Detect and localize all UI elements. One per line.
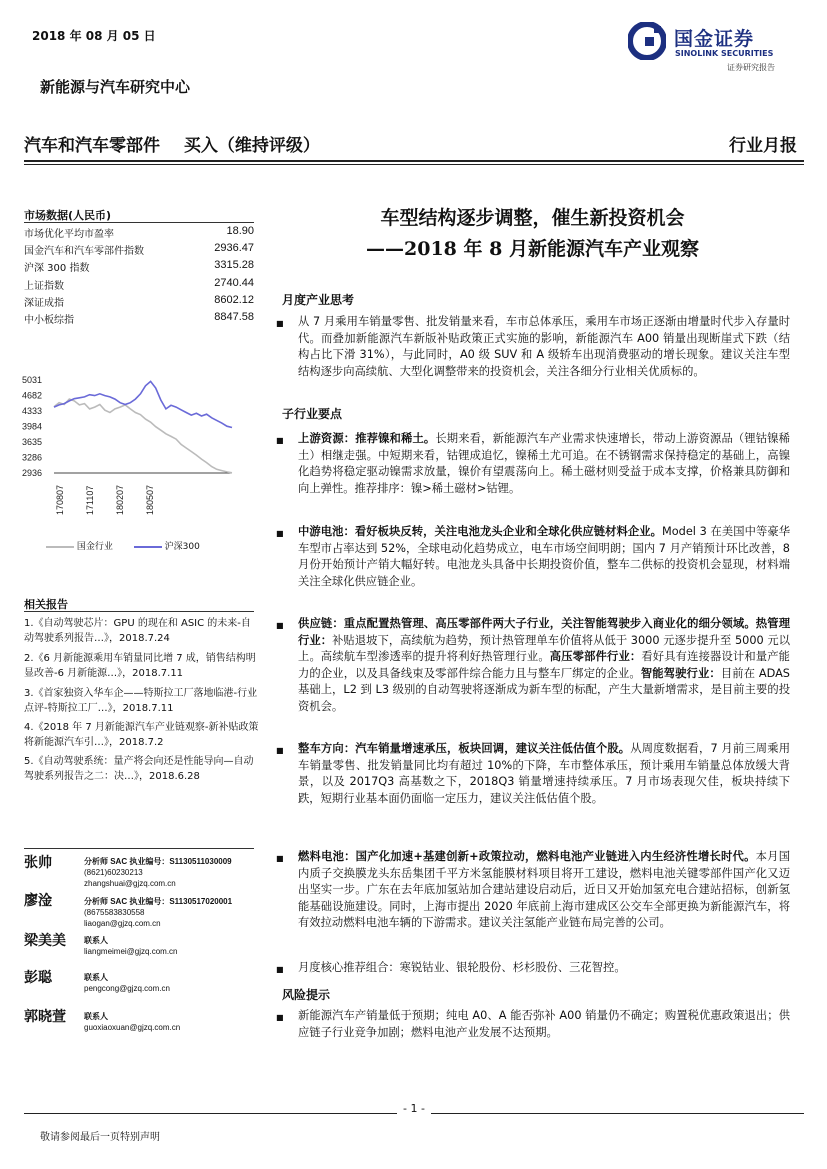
page-number: - 1 - [397, 1102, 431, 1115]
bullet-icon: ■ [276, 529, 284, 538]
sinolink-logo-icon [628, 22, 666, 60]
header-divider-thin [24, 164, 804, 165]
related-report-item[interactable]: 3.《首家独资入华车企——特斯拉工厂落地临港-行业点评-特斯拉工厂…》，2018.7.11 [24, 688, 258, 714]
market-row: 沪深 300 指数 3315.28 [24, 259, 254, 274]
market-row: 国金汽车和汽车零部件指数 2936.47 [24, 242, 254, 257]
market-row: 深证成指 8602.12 [24, 294, 254, 309]
section-heading: 风险提示 [282, 988, 331, 1002]
analyst-info: 分析师 SAC 执业编号：S1130511030009 (8621)60230213 zhangshuai@gjzq.com.cn [84, 857, 232, 888]
analyst-name: 张帅 [24, 855, 52, 871]
analyst-name: 廖淦 [24, 893, 52, 909]
report-date: 2018 年 08 月 05 日 [32, 29, 156, 43]
bullet-icon: ■ [276, 621, 284, 630]
paragraph: 新能源汽车产销量低于预期；纯电 A0、A 能否弥补 A00 销量仍不确定；购置税优惠政策退出；供应链子行业竞争加剧；燃料电池产业发展不达预期。 [298, 1009, 790, 1039]
market-row: 中小板综指 8847.58 [24, 311, 254, 326]
analyst-email[interactable]: zhangshuai@gjzq.com.cn [84, 879, 176, 888]
series-line-industry [54, 399, 232, 473]
logo-text-en: SINOLINK SECURITIES [675, 49, 774, 58]
paragraph: 供应链：重点配置热管理、高压零部件两大子行业，关注智能驾驶步入商业化的细分领域。热管理行业：补贴退坡下，高续航为趋势，预计热管理单车价值将从低于 3000 元逐步提升至 5000 元以上。高续航车型渗透率的提升将利好热管理行业。高压零部件行业：看好具有连接器设计和量产能力的企业，以及具备线束及零部件综合能力且与整车厂绑定的企业。智能驾驶行业：目前在 ADAS 基础上，L2 到 L3 级别的自动驾驶将逐渐成为新车型的标配，产生大量新增需求，是目前主要的投资机会。 [298, 617, 790, 713]
report-type: 行业月报 [729, 136, 797, 156]
y-tick-label: 5031 [22, 375, 43, 385]
x-tick-label: 180507 [145, 484, 155, 515]
related-report-item[interactable]: 4.《2018 年 7 月新能源汽车产业链观察-新补贴政策将新能源汽车引…》，2018.7.2 [24, 722, 259, 748]
bullet-icon: ■ [276, 746, 284, 755]
market-row: 市场优化平均市盈率 18.90 [24, 225, 254, 240]
report-title: 车型结构逐步调整，催生新投资机会 [380, 207, 685, 229]
y-tick-label: 3635 [22, 436, 43, 447]
logo-text-cn: 国金证券 [674, 28, 755, 50]
bullet-icon: ■ [276, 854, 284, 863]
x-tick-label: 171107 [85, 485, 95, 515]
logo-subtitle: 证券研究报告 [727, 63, 775, 72]
paragraph: 月度核心推荐组合：寒锐钴业、银轮股份、杉杉股份、三花智控。 [298, 961, 626, 974]
bullet-icon: ■ [276, 436, 284, 445]
related-report-item[interactable]: 1.《自动驾驶芯片：GPU 的现在和 ASIC 的未来-自动驾驶系列报告…》，2018.7.24 [24, 618, 251, 644]
industry-name: 汽车和汽车零部件 [24, 136, 160, 156]
x-tick-label: 180207 [115, 484, 125, 515]
analyst-email[interactable]: liangmeimei@gjzq.com.cn [84, 947, 178, 956]
disclaimer-note: 敬请参阅最后一页特别声明 [40, 1132, 160, 1143]
analyst-info: 联系人 liangmeimei@gjzq.com.cn [84, 936, 178, 956]
y-tick-label: 3984 [22, 421, 43, 432]
analyst-info: 联系人 pengcong@gjzq.com.cn [84, 973, 170, 993]
legend-swatch-industry [46, 546, 74, 548]
market-row: 上证指数 2740.44 [24, 277, 254, 292]
industry-rating-row [24, 131, 338, 156]
header-divider [24, 160, 804, 162]
research-center: 新能源与汽车研究中心 [40, 78, 191, 96]
paragraph: 上游资源：推荐镍和稀土。长期来看，新能源汽车产业需求快速增长，带动上游资源品（锂钴镍稀土）相继走强。中短期来看，钴锂成追忆，镍稀土尤可追。在不锈钢需求保持稳定的基础上，高镍化趋势将稳定驱动镍需求放量，镍价有望震荡向上。稀土磁材则受益于成本支撑，价格兼具防御和向上弹性。推荐排序：镍>稀土磁材>钴锂。 [298, 432, 790, 495]
bullet-icon: ■ [276, 965, 284, 974]
related-report-item[interactable]: 5.《自动驾驶系统：量产将会向还是性能导向—自动驾驶系列报告之二：决…》，2018.6.28 [24, 756, 254, 782]
analyst-name: 梁美美 [24, 933, 66, 949]
related-reports-title: 相关报告 [24, 598, 68, 611]
analyst-name: 彭聪 [24, 970, 52, 986]
paragraph: 燃料电池：国产化加速+基建创新+政策拉动，燃料电池产业链进入内生经济性增长时代。本月国内质子交换膜龙头东岳集团千平方米氢能膜材料项目将开工建设，燃料电池关键零部件国产化又迈出坚实一步。广东在去年底加氢站加合建站建设启动后，近日又开始加氢充电合建站招标，创新氢能基础设施建设。同时，上海市提出 2020 年底前上海市建成区公交车全部更换为新能源汽车，将有效拉动燃料电池车辆的下游需求。建议关注氢能产业链布局完善的公司。 [298, 850, 790, 929]
bullet-icon: ■ [276, 1013, 284, 1022]
analyst-info: 分析师 SAC 执业编号：S1130517020001 (8675583830558 liaogan@gjzq.com.cn [84, 897, 233, 928]
analyst-email[interactable]: pengcong@gjzq.com.cn [84, 984, 170, 993]
y-tick-label: 4333 [22, 405, 43, 416]
y-tick-label: 2936 [22, 468, 43, 478]
paragraph: 从 7 月乘用车销量零售、批发销量来看，车市总体承压，乘用车市场正逐渐由增量时代步入存量时代。而叠加新能源汽车新版补贴政策正式实施的影响，新能源汽车 A00 销量出现断崖式下跌（结构占比下滑 31%），与此同时，A0 级 SUV 和 A 级轿车出现消费驱动的增长现象。建议关注车型结构逐步向高续航、大型化调整带来的投资机会，关注各细分行业相关优质标的。 [298, 315, 790, 378]
market-data-title: 市场数据(人民币) [24, 209, 112, 222]
y-tick-label: 4682 [22, 390, 43, 401]
chart-legend [46, 539, 200, 552]
report-subtitle: ——2018 年 8 月新能源汽车产业观察 [366, 238, 699, 260]
analyst-divider [24, 848, 254, 849]
analyst-email[interactable]: guoxiaoxuan@gjzq.com.cn [84, 1023, 181, 1032]
market-data-divider [24, 222, 254, 223]
related-report-item[interactable]: 2.《6 月新能源乘用车销量同比增 7 成，销售结构明显改善-6 月新能源…》，2018.7.11 [24, 653, 256, 679]
y-tick-label: 3286 [22, 452, 43, 463]
legend-label-hs300: 沪深300 [164, 542, 200, 552]
related-divider [24, 611, 254, 612]
analyst-info: 联系人 guoxiaoxuan@gjzq.com.cn [84, 1012, 181, 1032]
paragraph: 中游电池：看好板块反转，关注电池龙头企业和全球化供应链材料企业。Model 3 在美国中等豪华车型市占率达到 52%，全球电动化趋势成立，电车市场空间明朗；国内 7 月产销预计环比改善，8 月份开始预计产销大幅好转。电池龙头具备中长期投资价值，整车二供标的投资机会显现，材料端关注全球化供应链企业。 [298, 525, 790, 588]
legend-swatch-hs300 [134, 546, 162, 548]
section-heading: 子行业要点 [282, 407, 343, 421]
bullet-icon: ■ [276, 319, 284, 328]
paragraph: 整车方向：汽车销量增速承压，板块回调，建议关注低估值个股。从周度数据看，7 月前三周乘用车销量零售、批发销量同比均有超过 10%的下降，车市整体承压，预计乘用车销量总体放缓大背景，以及 2017Q3 高基数之下，2018Q3 销量增速持续承压。7 月市场表现欠佳，板块持续下跌，短期行业基本面仍面临一定压力，建议关注低估值个股。 [298, 742, 790, 805]
rating: 买入（维持评级） [183, 136, 320, 156]
analyst-email[interactable]: liaogan@gjzq.com.cn [84, 919, 161, 928]
legend-label-industry: 国金行业 [76, 542, 113, 552]
section-heading: 月度产业思考 [282, 293, 355, 307]
analyst-name: 郭晓萱 [24, 1009, 66, 1025]
index-line-chart [20, 370, 240, 530]
x-tick-label: 170807 [55, 484, 65, 515]
